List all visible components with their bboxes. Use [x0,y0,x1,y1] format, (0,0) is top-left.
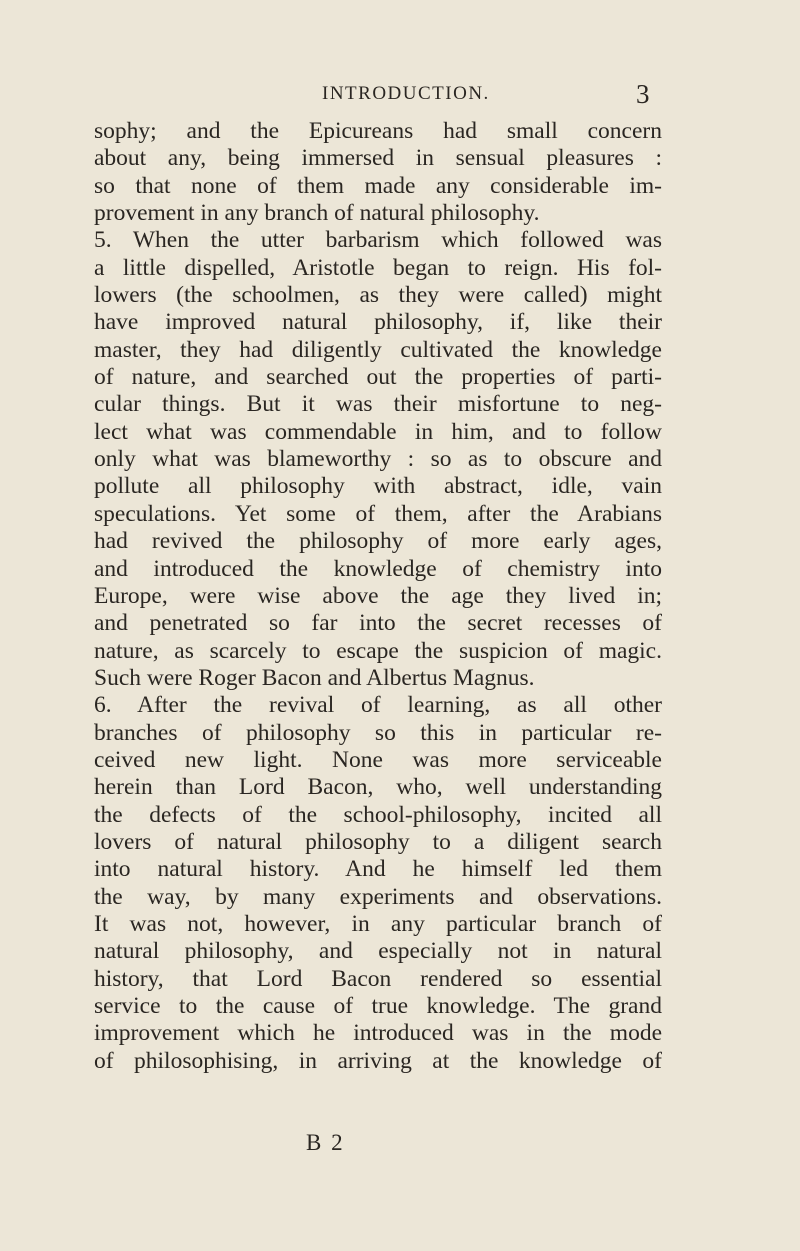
page-number: 3 [636,79,650,109]
text-line: a little dispelled, Aristotle began to reign. His fol- [94,254,662,281]
text-line: Europe, were wise above the age they lived in; [94,582,662,609]
running-title: INTRODUCTION. [322,83,490,104]
text-line: service to the cause of true knowledge. The grand [94,993,662,1019]
text-line: about any, being immersed in sensual pleasures : [94,145,662,172]
text-line: cular things. But it was their misfortune to neg- [94,391,662,418]
text-line: It was not, however, in any particular branch of [94,910,662,937]
text-line: ceived new light. None was more serviceable [94,746,662,773]
text-line: natural philosophy, and especially not in natural [94,938,662,965]
text-line: have improved natural philosophy, if, like their [94,309,662,336]
text-line: lovers of natural philosophy to a diligent search [94,828,662,855]
text-line: 5. When the utter barbarism which followed was [94,227,662,254]
text-line: had revived the philosophy of more early ages, [94,528,662,555]
text-line: only what was blameworthy : so as to obscure and [94,446,662,473]
text-line: provement in any branch of natural philosophy. [94,200,540,227]
text-line: nature, as scarcely to escape the suspicion of magic. [94,637,662,664]
text-line: sophy; and the Epicureans had small concern [94,118,662,144]
text-line: Such were Roger Bacon and Albertus Magnus. [94,664,535,691]
text-line: lowers (the schoolmen, as they were called) might [94,282,662,309]
text-line: improvement which he introduced was in the mode [94,1020,662,1047]
text-line: and introduced the knowledge of chemistry into [94,555,662,582]
text-line: the way, by many experiments and observations. [94,883,662,910]
text-line: the defects of the school-philosophy, incited all [94,801,662,828]
running-head [0,80,800,110]
text-line: 6. After the revival of learning, as all other [94,692,662,719]
text-line: into natural history. And he himself led them [94,856,662,883]
text-line: pollute all philosophy with abstract, idle, vain [94,473,662,500]
text-line: of philosophising, in arriving at the knowledge of [94,1047,662,1074]
text-line: and penetrated so far into the secret recesses of [94,610,662,637]
text-line: branches of philosophy so this in particular re- [94,719,662,746]
body-text [94,118,662,1075]
text-line: lect what was commendable in him, and to follow [94,418,662,445]
signature-mark: B 2 [306,1130,345,1155]
text-line: history, that Lord Bacon rendered so essential [94,965,662,992]
text-line: speculations. Yet some of them, after the Arabians [94,500,662,527]
text-line: so that none of them made any considerable im- [94,172,662,199]
text-line: master, they had diligently cultivated the knowledge [94,336,662,363]
text-line: of nature, and searched out the properties of parti- [94,364,662,391]
text-line: herein than Lord Bacon, who, well understanding [94,774,662,801]
